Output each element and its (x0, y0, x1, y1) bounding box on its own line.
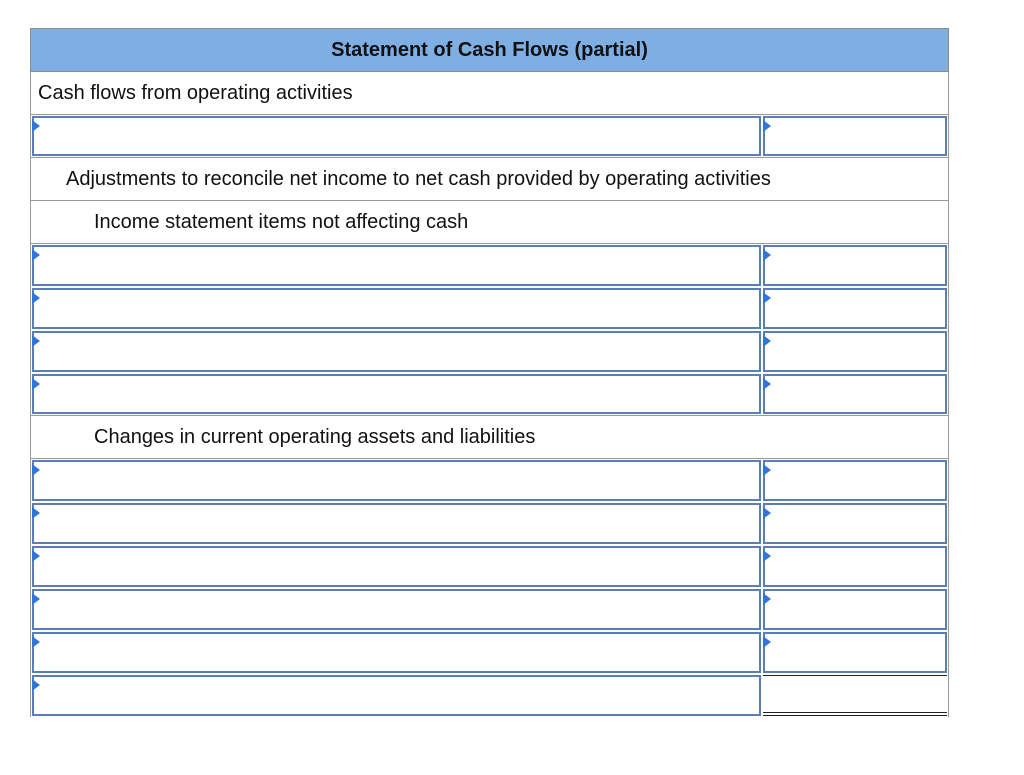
changes-item-label-input[interactable] (32, 632, 761, 673)
dropdown-marker-icon[interactable] (32, 249, 40, 261)
dropdown-marker-icon[interactable] (763, 464, 771, 476)
total-label-input[interactable] (32, 675, 761, 716)
cash-flow-statement-table (30, 28, 949, 717)
changes-item-amount-input[interactable] (763, 546, 947, 587)
income-item-amount-input[interactable] (763, 374, 947, 414)
adjustments-heading: Adjustments to reconcile net income to net cash provided by operating activities (30, 158, 949, 201)
dropdown-marker-icon[interactable] (32, 335, 40, 347)
dropdown-marker-icon[interactable] (32, 679, 40, 691)
dropdown-marker-icon[interactable] (32, 550, 40, 562)
dropdown-marker-icon[interactable] (763, 636, 771, 648)
income-item-amount-input[interactable] (763, 288, 947, 329)
changes-item-row (30, 545, 949, 588)
operating-activities-heading: Cash flows from operating activities (30, 72, 949, 115)
changes-item-row (30, 459, 949, 502)
dropdown-marker-icon[interactable] (32, 292, 40, 304)
dropdown-marker-icon[interactable] (32, 636, 40, 648)
changes-item-row (30, 502, 949, 545)
dropdown-marker-icon[interactable] (763, 120, 771, 132)
income-item-row (30, 244, 949, 287)
dropdown-marker-icon[interactable] (763, 550, 771, 562)
changes-item-row (30, 588, 949, 631)
changes-item-row (30, 631, 949, 674)
dropdown-marker-icon[interactable] (32, 507, 40, 519)
income-item-amount-input[interactable] (763, 331, 947, 372)
dropdown-marker-icon[interactable] (32, 378, 40, 390)
changes-item-amount-input[interactable] (763, 503, 947, 544)
changes-item-label-input[interactable] (32, 546, 761, 587)
dropdown-marker-icon[interactable] (32, 120, 40, 132)
total-amount-value (763, 675, 947, 716)
changes-item-amount-input[interactable] (763, 460, 947, 501)
changes-item-label-input[interactable] (32, 503, 761, 544)
income-item-amount-input[interactable] (763, 245, 947, 286)
income-item-label-input[interactable] (32, 245, 761, 286)
income-item-row (30, 373, 949, 416)
dropdown-marker-icon[interactable] (32, 593, 40, 605)
dropdown-marker-icon[interactable] (763, 292, 771, 304)
dropdown-marker-icon[interactable] (32, 464, 40, 476)
net-income-amount-input[interactable] (763, 116, 947, 156)
net-income-row (30, 115, 949, 158)
dropdown-marker-icon[interactable] (763, 378, 771, 390)
income-item-label-input[interactable] (32, 374, 761, 414)
income-item-row (30, 287, 949, 330)
dropdown-marker-icon[interactable] (763, 335, 771, 347)
changes-item-label-input[interactable] (32, 460, 761, 501)
dropdown-marker-icon[interactable] (763, 507, 771, 519)
statement-title: Statement of Cash Flows (partial) (30, 28, 949, 72)
dropdown-marker-icon[interactable] (763, 249, 771, 261)
dropdown-marker-icon[interactable] (763, 593, 771, 605)
net-income-label-input[interactable] (32, 116, 761, 156)
income-item-row (30, 330, 949, 373)
total-row (30, 674, 949, 717)
changes-heading: Changes in current operating assets and liabilities (30, 416, 949, 459)
changes-item-amount-input[interactable] (763, 589, 947, 630)
income-item-label-input[interactable] (32, 331, 761, 372)
income-item-label-input[interactable] (32, 288, 761, 329)
changes-item-label-input[interactable] (32, 589, 761, 630)
income-items-heading: Income statement items not affecting cash (30, 201, 949, 244)
changes-item-amount-input[interactable] (763, 632, 947, 673)
